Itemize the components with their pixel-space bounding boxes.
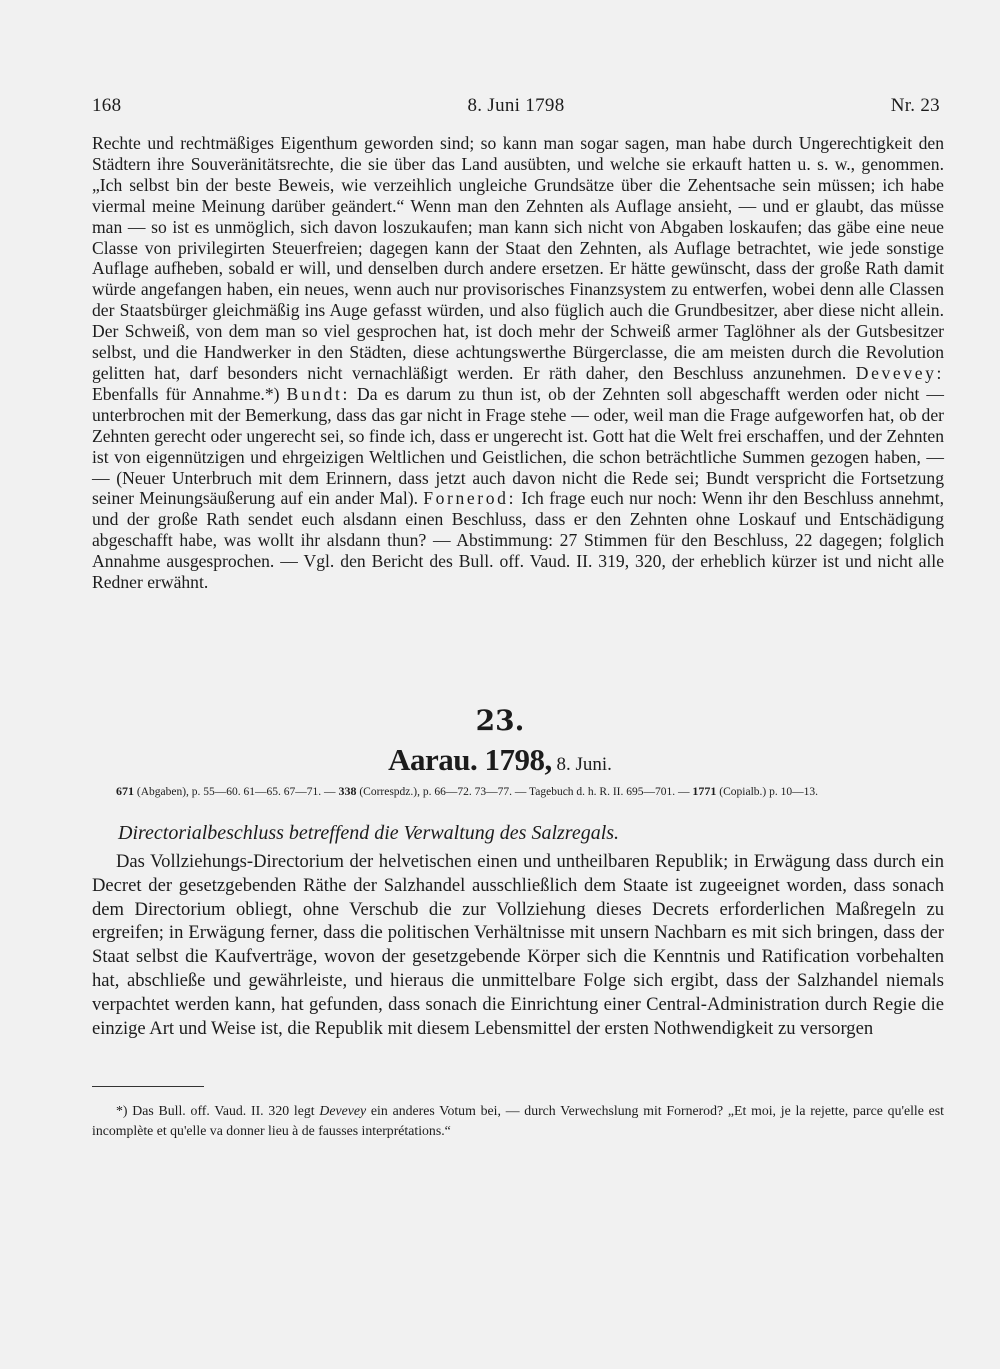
previous-document-text: [92, 133, 944, 593]
ref-number-2: 338: [338, 784, 357, 798]
document-place: Aarau. 1798,: [388, 742, 552, 777]
speaker-devevey: Devevey:: [855, 362, 944, 383]
archive-references: [116, 784, 922, 799]
document-place-date: [0, 742, 1000, 778]
ref-text-3: (Copialb.) p. 10—13.: [716, 786, 818, 798]
debate-text-part-1: Rechte und rechtmäßiges Eigenthum geworden sind; so kann man sogar sagen, man habe durch Ungerechtigkeit den Städtern ihre Souveränitätsrechte, die sie über das Land ausübten, und welche sie erkauft hatten u. s. w., genommen. „Ich selbst bin der beste Beweis, wie verzeihlich ungleiche Grundsätze über die Zehentsache sein müssen; ich habe viermal meine Meinung darüber geändert.“ Wenn man den Zehnten als Auflage ansieht, — und er glaubt, das müsse man — so ist es unmöglich, sich davon loszukaufen; man kann sich nicht von Abgaben loskaufen; das gäbe eine neue Classe von privilegirten Steuerfreien; dagegen kann der Staat den Zehnten, als Auflage betrachtet, wie jede sonstige Auflage aufheben, sobald er will, und denselben durch andere ersetzen. Er hätte gewünscht, dass der große Rath damit würde angefangen haben, ein neues, wenn auch nur provisorisches Finanzsystem zu entwerfen, wobei denn alle Classen der Staatsbürger gleichmäßig ins Auge gefasst würden, und also füglich auch die Grundbesitzer, aber diese nicht allein. Der Schweiß, von dem man so viel gesprochen hat, ist doch mehr der Schweiß armer Taglöhner als der Gutsbesitzer selbst, und die Handwerker in den Städten, diese achtungswerthe Bürgerclasse, die am meisten durch die Revolution gelitten hat, darf besonders nicht vernachläßigt werden. Er räth daher, den Beschluss anzunehmen.: [92, 133, 944, 383]
ref-text-2: (Correspdz.), p. 66—72. 73—77. — Tagebuch d. h. R. II. 695—701. —: [356, 786, 693, 798]
ref-text-1: (Abgaben), p. 55—60. 61—65. 67—71. —: [134, 786, 339, 798]
ref-number-1: 671: [116, 784, 134, 798]
footnote-paragraph: [92, 1101, 944, 1140]
footnote-name: Devevey: [319, 1103, 367, 1118]
footnote: [92, 1101, 944, 1140]
page-number: 168: [92, 95, 122, 116]
footnote-text-before: *) Das Bull. off. Vaud. II. 320 legt: [116, 1103, 320, 1118]
speaker-bundt: Bundt:: [286, 383, 351, 404]
speaker-fornerod: Fornerod:: [423, 488, 517, 509]
decree-paragraph: Das Vollziehungs-Directorium der helvetischen einen und untheilbaren Republik; in Erwägung dass durch ein Decret der gesetzgebenden Räthe der Salzhandel ausschließlich dem Staate ist zugeeignet worden, dass sonach dem Directorium obliegt, ohne Verschub die zur Vollziehung dieses Decrets erforderlichen Maßregeln zu ergreifen; in Erwägung ferner, dass die politischen Verhältnisse mit unsern Nachbarn es mit sich bringen, dass der Staat selbst die Kaufverträge, wovon der gesetzgebende Körper sich die Kenntnis und Ratification vorbehalten hat, abschließe und gewährleiste, und hieraus die unmittelbare Folge sich ergibt, dass der Salzhandel niemals verpachtet werden kann, hat gefunden, dass sonach die Einrichtung einer Central-Administration durch Regie die einzige Art und Weise ist, die Republik mit diesem Lebensmittel der ersten Nothwendigkeit zu versorgen: [92, 851, 944, 1039]
debate-text-part-3: Da es darum zu thun ist, ob der Zehnten soll abgeschafft werden oder nicht — unterbrochen mit der Bemerkung, dass das gar nicht in Frage stehe — oder, weil man die Frage aufgeworfen hat, ob der Zehnten gerecht oder ungerecht sei, so finde ich, dass er ungerecht ist. Gott hat die Welt frei erschaffen, und der Zehnten ist von eigennützigen und ehrgeizigen Weltlichen und Geistlichen, die schon beträchtliche Summen gezogen haben, — — (Neuer Unterbruch mit dem Erinnern, dass jetzt auch davon nicht die Rede sei; Bundt verspricht die Fortsetzung seiner Meinungsäußerung auf ein ander Mal).: [92, 383, 944, 509]
document-date: 8. Juni.: [551, 754, 612, 775]
footnote-text-after: ein anderes Votum bei, — durch Verwechslung mit Fornerod? „Et moi, je la rejette, parce qu'elle est incomplète et qu'elle va donner lieu à de fausses interprétations.“: [92, 1103, 944, 1138]
document-title: Directorialbeschluss betreffend die Verwaltung des Salzregals.: [118, 822, 620, 844]
footnote-rule: [92, 1086, 204, 1087]
decree-text: [92, 850, 944, 1040]
document-number: 23.: [475, 704, 525, 737]
debate-text-part-4: Ich frage euch nur noch: Wenn ihr den Beschluss annehmt, und der große Rath sendet euch alsdann einen Beschluss, dass er den Zehnten ohne Loskauf und Entschädigung abgeschafft habe, was wollt ihr alsdann thun? — Abstimmung: 27 Stimmen für den Beschluss, 22 dagegen; folglich Annahme ausgesprochen. — Vgl. den Bericht des Bull. off. Vaud. II. 319, 320, der erheblich kürzer ist und nicht alle Redner erwähnt.: [92, 488, 944, 593]
header-date: 8. Juni 1798: [467, 95, 565, 116]
debate-paragraph: [92, 133, 944, 593]
header-doc-number: Nr. 23: [890, 95, 940, 116]
ref-number-3: 1771: [692, 784, 717, 798]
debate-text-part-2: Ebenfalls für Annahme.*): [92, 383, 287, 404]
running-header: [92, 95, 940, 123]
